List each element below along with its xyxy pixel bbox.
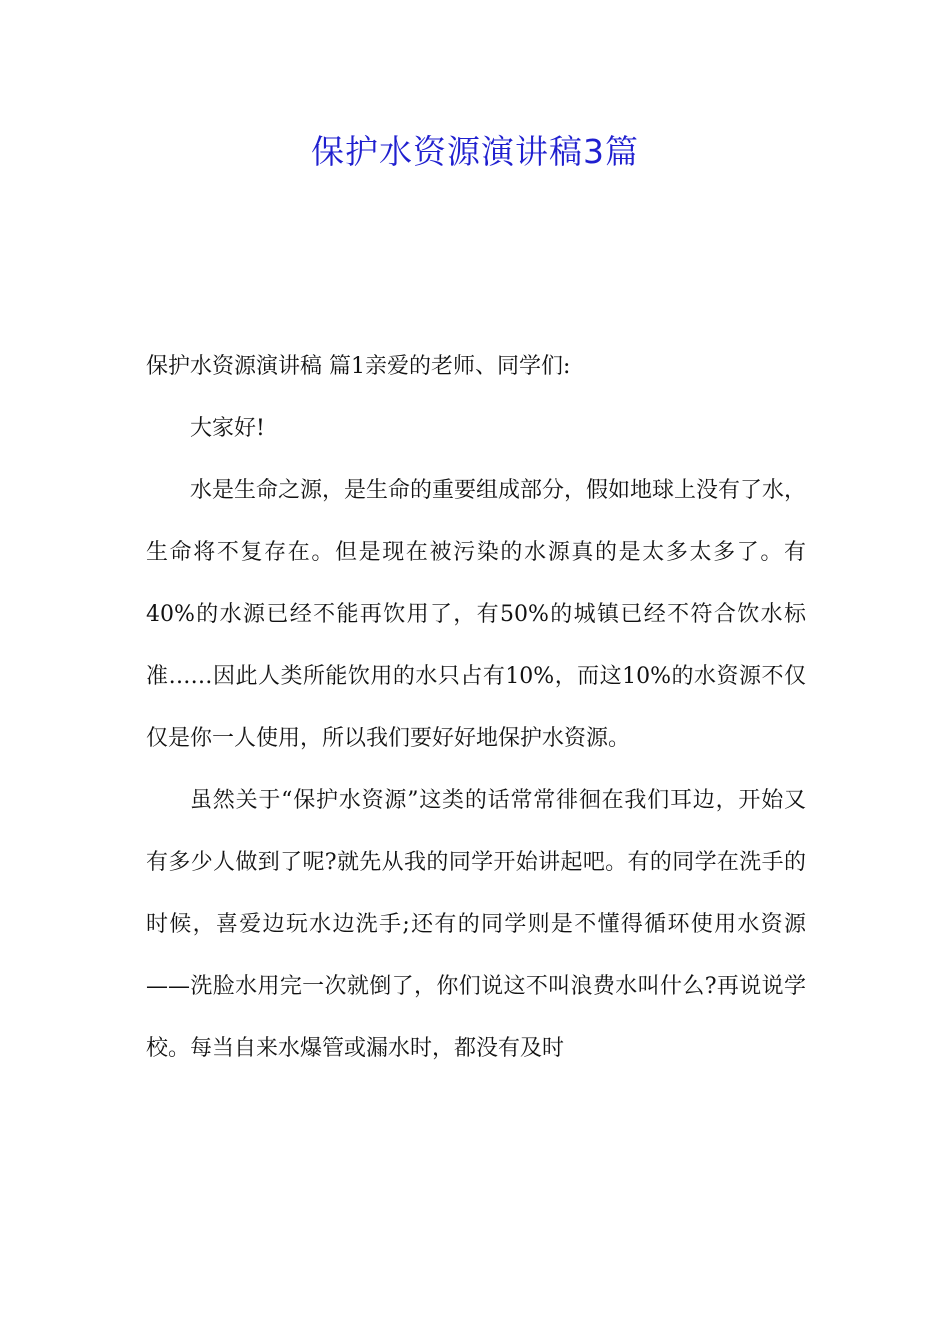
document-title: 保护水资源演讲稿3篇 — [311, 132, 639, 171]
paragraph-greeting: 大家好! — [190, 416, 265, 441]
paragraph-heading: 保护水资源演讲稿 篇1亲爱的老师、同学们: — [146, 354, 571, 379]
paragraph-water-importance: 水是生命之源，是生命的重要组成部分，假如地球上没有了水，生命将不复存在。但是现在被污染的水源真的是太多太多了。有40%的水源已经不能再饮用了，有50%的城镇已经不符合饮水标准……因此人类所能饮用的水只占有10%，而这10%的水资源不仅仅是你一人使用，所以我们要好好地保护水资源。 — [146, 478, 807, 751]
document-body — [146, 336, 806, 1080]
paragraph-water-waste: 虽然关于“保护水资源”这类的话常常徘徊在我们耳边，开始又有多少人做到了呢?就先从我的同学开始讲起吧。有的同学在洗手的时候，喜爱边玩水边洗手;还有的同学则是不懂得循环使用水资源——洗脸水用完一次就倒了，你们说这不叫浪费水叫什么?再说说学校。每当自来水爆管或漏水时，都没有及时 — [146, 788, 806, 1061]
